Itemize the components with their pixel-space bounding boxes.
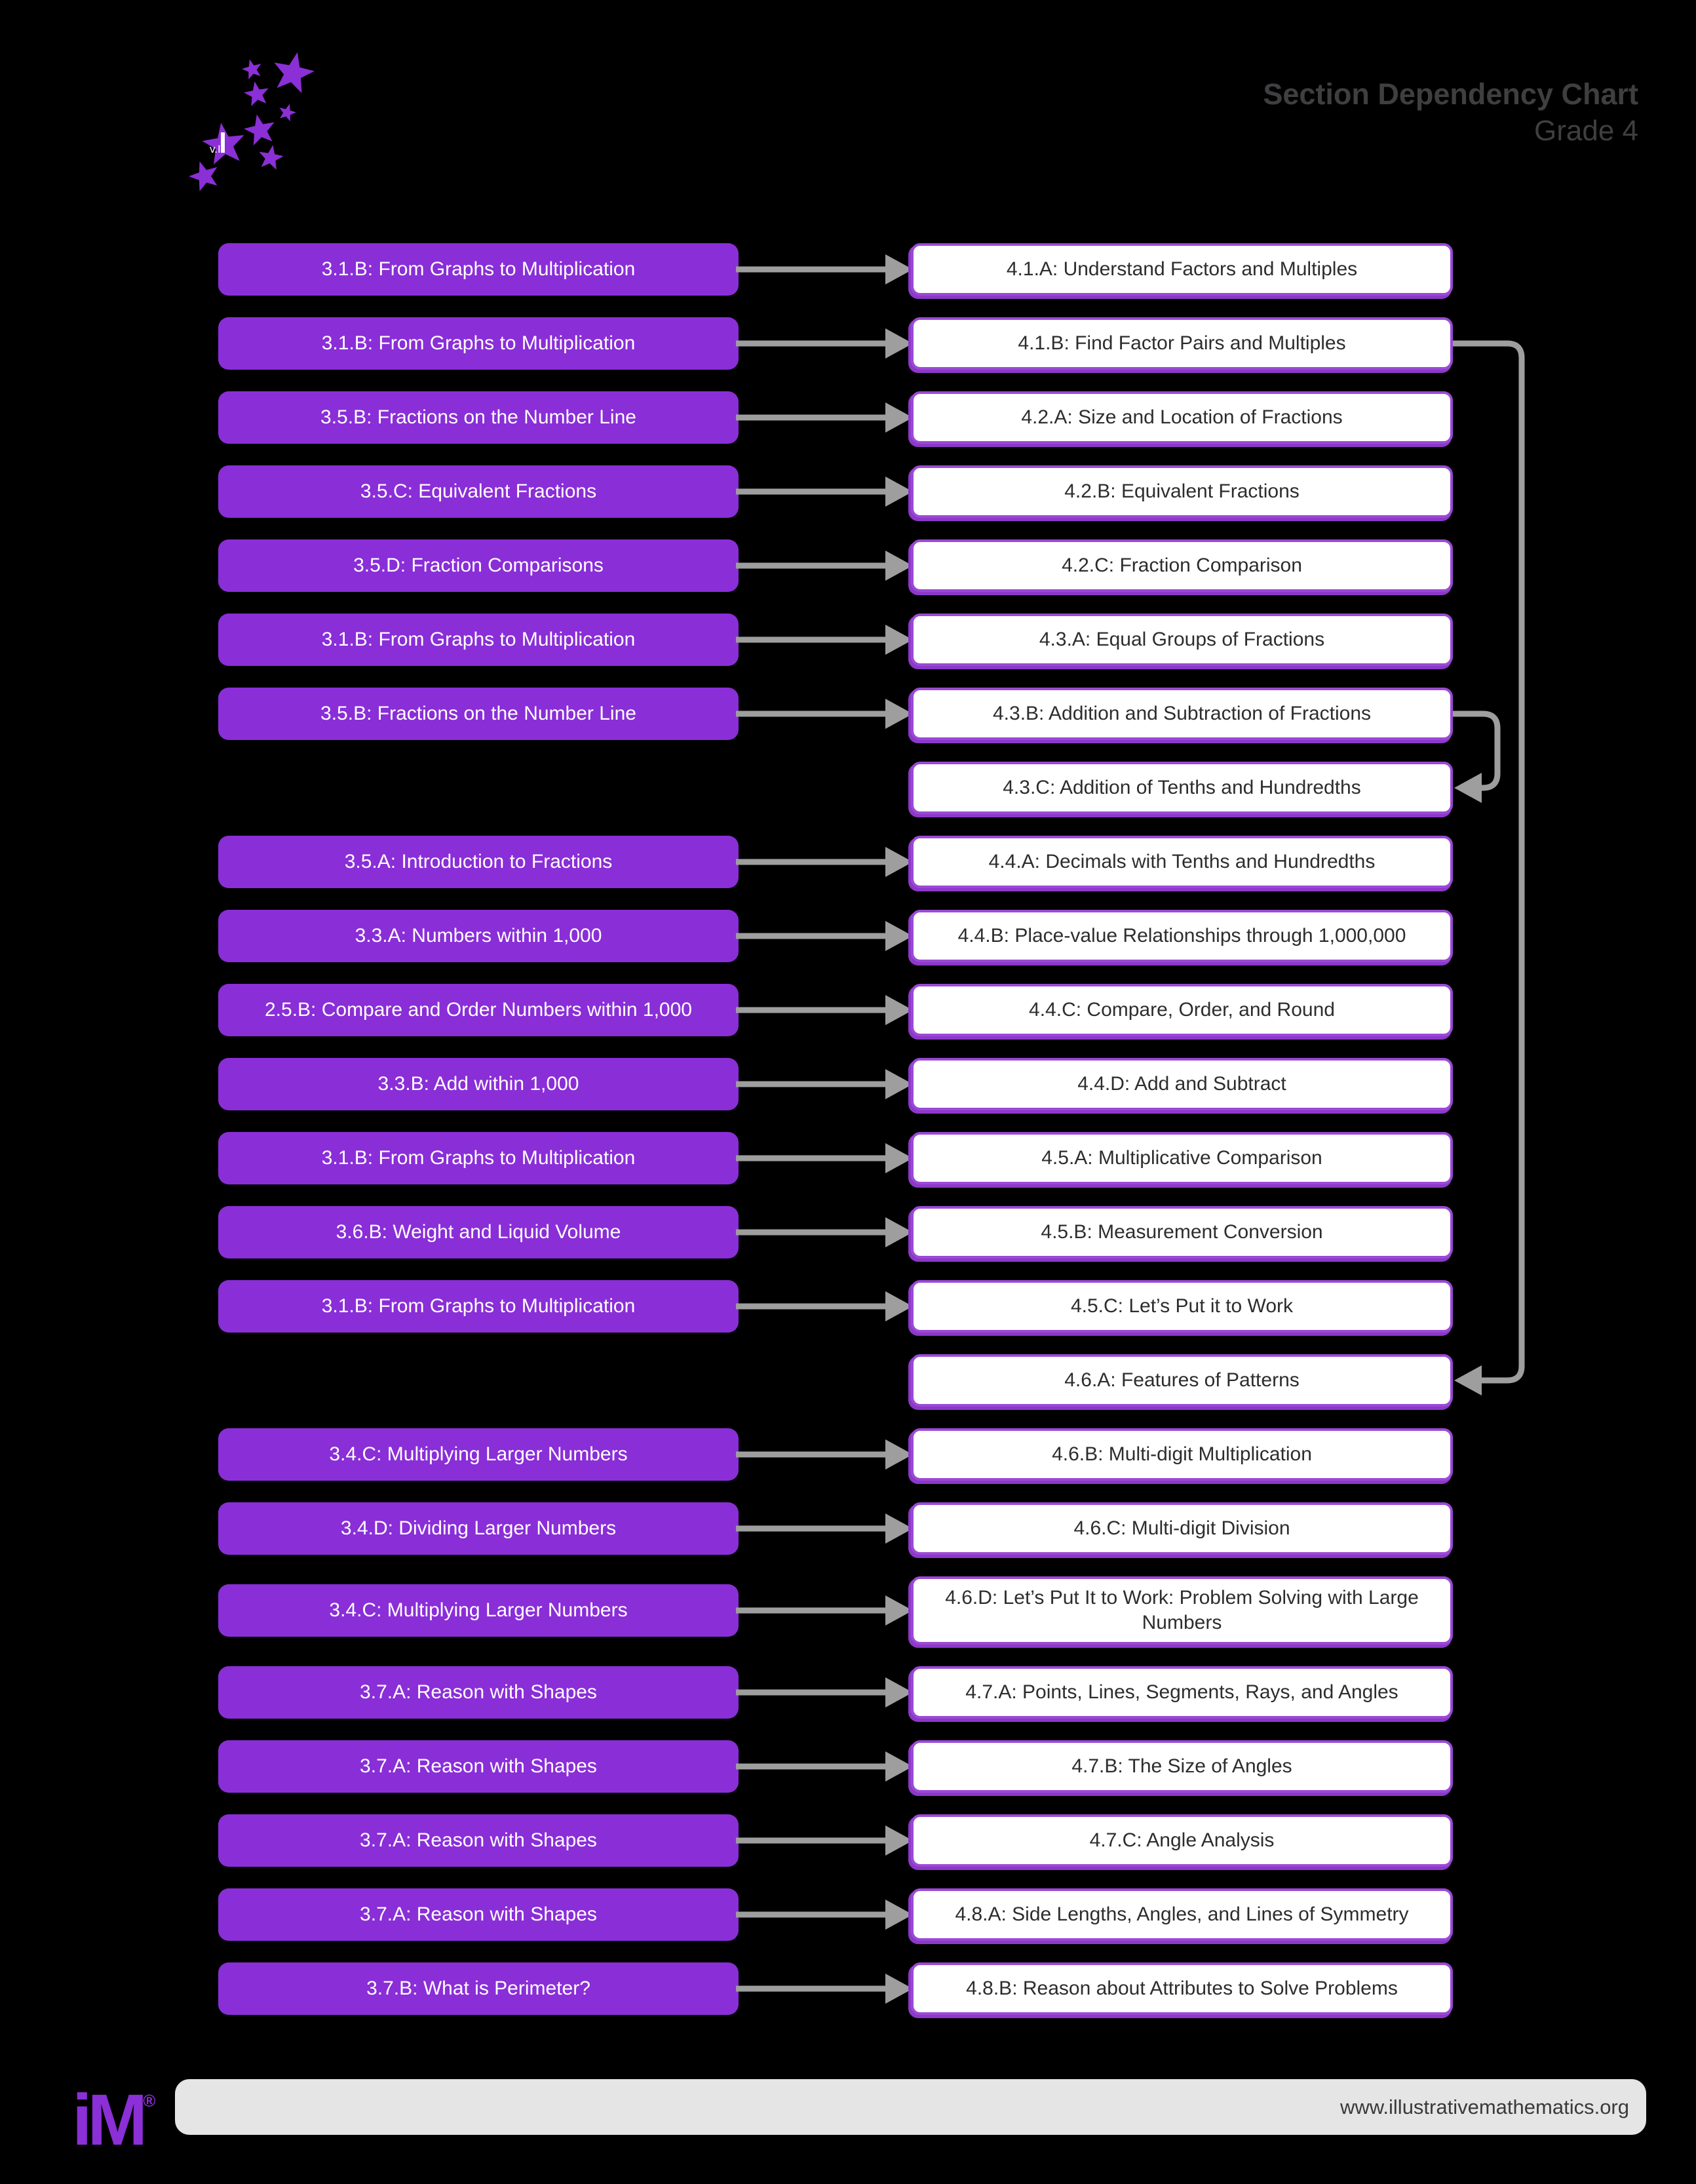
dependency-arrow-icon — [739, 1290, 911, 1323]
dependency-row — [218, 984, 1453, 1036]
grade4-section-box: 4.8.B: Reason about Attributes to Solve Problems — [911, 1962, 1453, 2015]
grade3-section-box: 3.4.C: Multiplying Larger Numbers — [218, 1584, 739, 1637]
grade4-section-box: 4.3.A: Equal Groups of Fractions — [911, 614, 1453, 666]
dependency-row — [218, 836, 1453, 888]
logo-version-mark — [210, 132, 225, 155]
grade3-section-box: 3.5.B: Fractions on the Number Line — [218, 391, 739, 444]
dependency-arrow-icon — [739, 1142, 911, 1175]
connector-line — [1453, 714, 1497, 788]
connector-arrowhead-icon — [1454, 1365, 1482, 1395]
grade4-section-box: 4.6.C: Multi-digit Division — [911, 1502, 1453, 1555]
grade3-section-box: 3.4.C: Multiplying Larger Numbers — [218, 1428, 739, 1481]
grade3-section-box: 3.7.A: Reason with Shapes — [218, 1814, 739, 1867]
dependency-row — [218, 688, 1453, 740]
dependency-row — [218, 1280, 1453, 1333]
grade3-section-box: 3.5.D: Fraction Comparisons — [218, 539, 739, 592]
grade3-section-box: 3.1.B: From Graphs to Multiplication — [218, 243, 739, 296]
grade4-section-box: 4.1.A: Understand Factors and Multiples — [911, 243, 1453, 296]
im-footer-logo — [72, 2065, 156, 2160]
dependency-row — [218, 1206, 1453, 1258]
grade4-section-box: 4.6.A: Features of Patterns — [911, 1354, 1453, 1407]
grade3-section-box: 3.6.B: Weight and Liquid Volume — [218, 1206, 739, 1258]
dependency-arrow-icon — [739, 1594, 911, 1627]
dependency-row — [218, 1354, 1453, 1407]
dependency-arrow-icon — [739, 327, 911, 360]
dependency-arrow-icon — [739, 1438, 911, 1471]
connector-arrowhead-icon — [1454, 773, 1482, 803]
dependency-row — [218, 762, 1453, 814]
grade4-section-box: 4.4.A: Decimals with Tenths and Hundredths — [911, 836, 1453, 888]
dependency-row — [218, 1132, 1453, 1184]
grade4-section-box: 4.2.B: Equivalent Fractions — [911, 465, 1453, 518]
dependency-arrow-icon — [739, 623, 911, 656]
dependency-row — [218, 1962, 1453, 2015]
dependency-arrow-icon — [739, 1824, 911, 1857]
footer-bar — [175, 2079, 1646, 2135]
grade4-section-box: 4.7.A: Points, Lines, Segments, Rays, and Angles — [911, 1666, 1453, 1719]
dependency-row — [218, 1428, 1453, 1481]
grade3-section-box: 3.1.B: From Graphs to Multiplication — [218, 614, 739, 666]
dependency-row — [218, 1814, 1453, 1867]
dependency-arrow-icon — [739, 1898, 911, 1931]
dependency-arrow-icon — [739, 1750, 911, 1783]
grade3-section-box: 3.1.B: From Graphs to Multiplication — [218, 317, 739, 370]
dependency-row — [218, 1666, 1453, 1719]
grade3-section-box: 3.7.B: What is Perimeter? — [218, 1962, 739, 2015]
grade4-section-box: 4.4.B: Place-value Relationships through 1,000,000 — [911, 910, 1453, 962]
header — [1263, 76, 1638, 149]
dependency-arrow-icon — [739, 1972, 911, 2005]
logo-version-text: v.I — [210, 143, 221, 155]
grade4-section-box: 4.6.D: Let’s Put It to Work: Problem Solving with Large Numbers — [911, 1576, 1453, 1645]
dependency-row — [218, 317, 1453, 370]
grade3-section-box: 3.1.B: From Graphs to Multiplication — [218, 1132, 739, 1184]
grade3-section-box: 3.7.A: Reason with Shapes — [218, 1666, 739, 1719]
dependency-arrow-icon — [739, 920, 911, 952]
grade3-section-box: 3.7.A: Reason with Shapes — [218, 1888, 739, 1941]
grade4-section-box: 4.5.A: Multiplicative Comparison — [911, 1132, 1453, 1184]
dependency-row — [218, 391, 1453, 444]
grade3-section-box: 3.3.B: Add within 1,000 — [218, 1058, 739, 1110]
grade3-section-box: 3.5.B: Fractions on the Number Line — [218, 688, 739, 740]
grade3-section-box: 3.7.A: Reason with Shapes — [218, 1740, 739, 1793]
grade3-section-box: 3.1.B: From Graphs to Multiplication — [218, 1280, 739, 1333]
dependency-arrow-icon — [739, 1216, 911, 1249]
dependency-row — [218, 465, 1453, 518]
dependency-arrow-icon — [739, 697, 911, 730]
grade3-section-box: 2.5.B: Compare and Order Numbers within 1,000 — [218, 984, 739, 1036]
im-logo-text: iM — [72, 2080, 144, 2160]
grade4-section-box: 4.2.A: Size and Location of Fractions — [911, 391, 1453, 444]
grade4-section-box: 4.1.B: Find Factor Pairs and Multiples — [911, 317, 1453, 370]
illustrative-mathematics-stars-logo — [182, 34, 342, 207]
dependency-row — [218, 539, 1453, 592]
dependency-row — [218, 1888, 1453, 1941]
grade3-section-box: 3.5.A: Introduction to Fractions — [218, 836, 739, 888]
dependency-row — [218, 1058, 1453, 1110]
dependency-arrow-icon — [739, 1676, 911, 1709]
page-subtitle: Grade 4 — [1534, 115, 1638, 147]
grade4-section-box: 4.4.C: Compare, Order, and Round — [911, 984, 1453, 1036]
connector-line — [1453, 343, 1522, 1380]
dependency-arrow-icon — [739, 253, 911, 286]
grade4-section-box: 4.4.D: Add and Subtract — [911, 1058, 1453, 1110]
dependency-row — [218, 1502, 1453, 1555]
dependency-arrow-icon — [739, 994, 911, 1026]
footer-url: www.illustrativemathematics.org — [1339, 2095, 1629, 2118]
page-title: Section Dependency Chart — [1263, 77, 1638, 111]
grade4-section-box: 4.7.C: Angle Analysis — [911, 1814, 1453, 1867]
dependency-row — [218, 1576, 1453, 1645]
dependency-row — [218, 614, 1453, 666]
registered-trademark-icon: ® — [143, 2091, 156, 2111]
grade4-section-box: 4.3.C: Addition of Tenths and Hundredths — [911, 762, 1453, 814]
dependency-arrow-icon — [739, 1512, 911, 1545]
grade4-section-box: 4.2.C: Fraction Comparison — [911, 539, 1453, 592]
grade4-section-box: 4.6.B: Multi-digit Multiplication — [911, 1428, 1453, 1481]
grade4-section-box: 4.5.B: Measurement Conversion — [911, 1206, 1453, 1258]
dependency-arrow-icon — [739, 475, 911, 508]
dependency-row — [218, 1740, 1453, 1793]
grade3-section-box: 3.4.D: Dividing Larger Numbers — [218, 1502, 739, 1555]
dependency-arrow-icon — [739, 1068, 911, 1101]
grade4-section-box: 4.8.A: Side Lengths, Angles, and Lines of Symmetry — [911, 1888, 1453, 1941]
grade4-section-box: 4.5.C: Let’s Put it to Work — [911, 1280, 1453, 1333]
grade4-section-box: 4.7.B: The Size of Angles — [911, 1740, 1453, 1793]
dependency-arrow-icon — [739, 401, 911, 434]
dependency-arrow-icon — [739, 846, 911, 878]
grade3-section-box: 3.5.C: Equivalent Fractions — [218, 465, 739, 518]
dependency-row — [218, 910, 1453, 962]
grade4-section-box: 4.3.B: Addition and Subtraction of Fractions — [911, 688, 1453, 740]
dependency-rows — [218, 243, 1453, 2015]
grade3-section-box: 3.3.A: Numbers within 1,000 — [218, 910, 739, 962]
dependency-row — [218, 243, 1453, 296]
dependency-arrow-icon — [739, 549, 911, 582]
